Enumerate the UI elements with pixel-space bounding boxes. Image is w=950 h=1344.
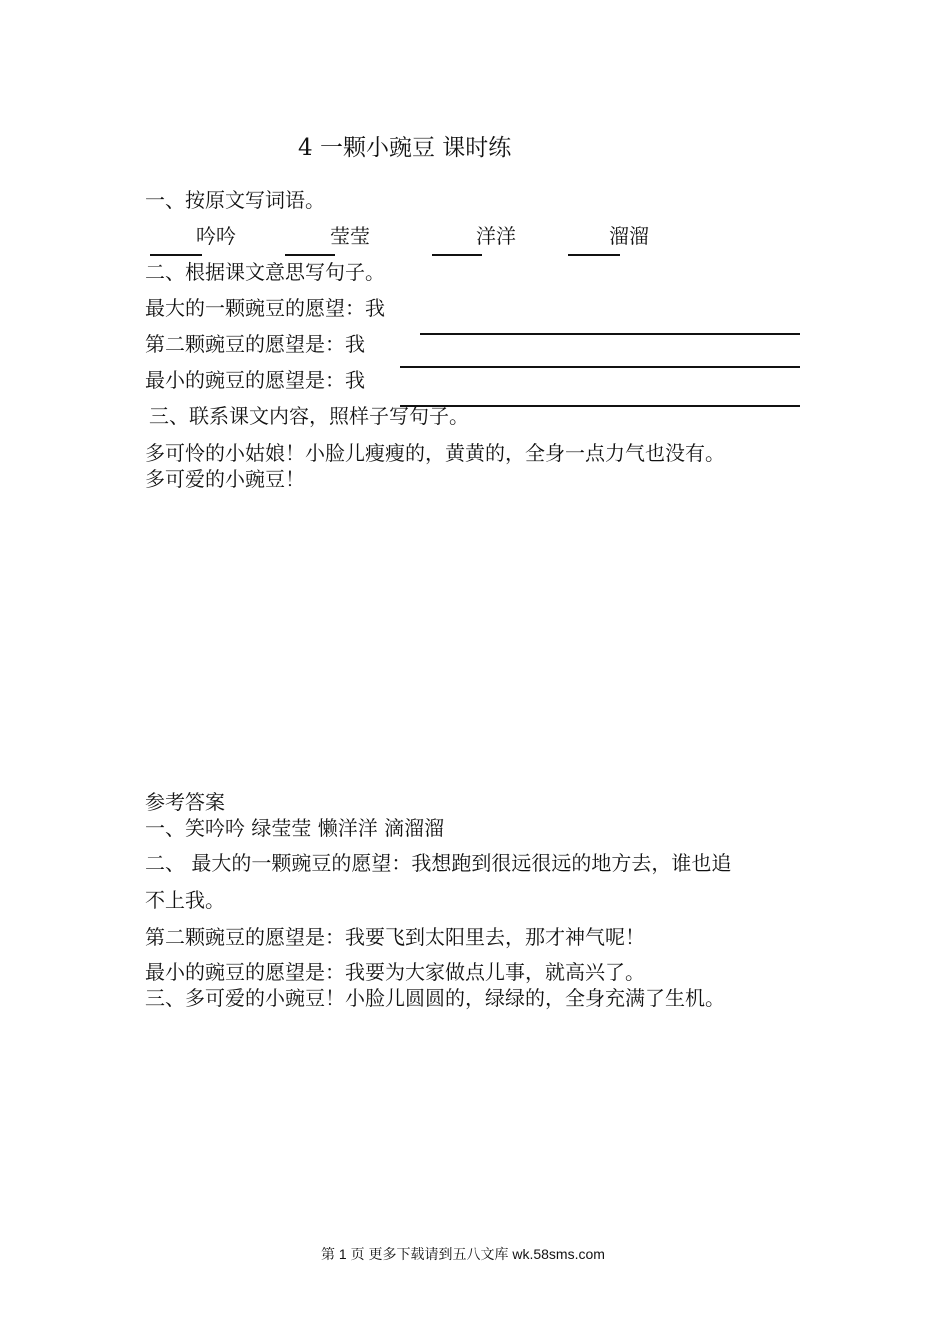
prompt-sentence: 多可爱的小豌豆！ (145, 467, 305, 491)
page-title: 4 一颗小豌豆 课时练 (298, 135, 512, 161)
answer-1: 一、笑吟吟 绿莹莹 懒洋洋 滴溜溜 (145, 816, 445, 840)
blank-line-1[interactable] (150, 254, 202, 256)
example-sentence: 多可怜的小姑娘！小脸儿瘦瘦的，黄黄的，全身一点力气也没有。 (145, 441, 725, 465)
word-3: 洋洋 (476, 224, 516, 248)
page-footer: 第 1 页 更多下载请到五八文库 wk.58sms.com (321, 1246, 605, 1262)
section2-heading: 二、根据课文意思写句子。 (145, 260, 385, 284)
answer-line-2[interactable] (400, 366, 800, 368)
blank-line-3[interactable] (432, 254, 482, 256)
blank-line-2[interactable] (285, 254, 335, 256)
answers-heading: 参考答案 (145, 790, 225, 814)
word-2: 莹莹 (330, 224, 370, 248)
smallest-pea-wish: 最小的豌豆的愿望是：我 (145, 368, 365, 392)
largest-pea-wish: 最大的一颗豌豆的愿望：我 (145, 296, 385, 320)
word-4: 溜溜 (609, 224, 649, 248)
answer-2-line-1: 二、 最大的一颗豌豆的愿望：我想跑到很远很远的地方去，谁也追 (145, 851, 732, 875)
word-1: 吟吟 (196, 224, 236, 248)
section1-heading: 一、按原文写词语。 (145, 188, 325, 212)
answer-2-second: 第二颗豌豆的愿望是：我要飞到太阳里去，那才神气呢！ (145, 925, 645, 949)
answer-line-1[interactable] (420, 333, 800, 335)
answer-3: 三、多可爱的小豌豆！小脸儿圆圆的，绿绿的，全身充满了生机。 (145, 986, 725, 1010)
section3-heading: 三、联系课文内容，照样子写句子。 (149, 404, 469, 428)
blank-line-4[interactable] (568, 254, 620, 256)
answer-2-line-2: 不上我。 (145, 888, 225, 912)
answer-2-smallest: 最小的豌豆的愿望是：我要为大家做点儿事，就高兴了。 (145, 960, 645, 984)
second-pea-wish: 第二颗豌豆的愿望是：我 (145, 332, 365, 356)
